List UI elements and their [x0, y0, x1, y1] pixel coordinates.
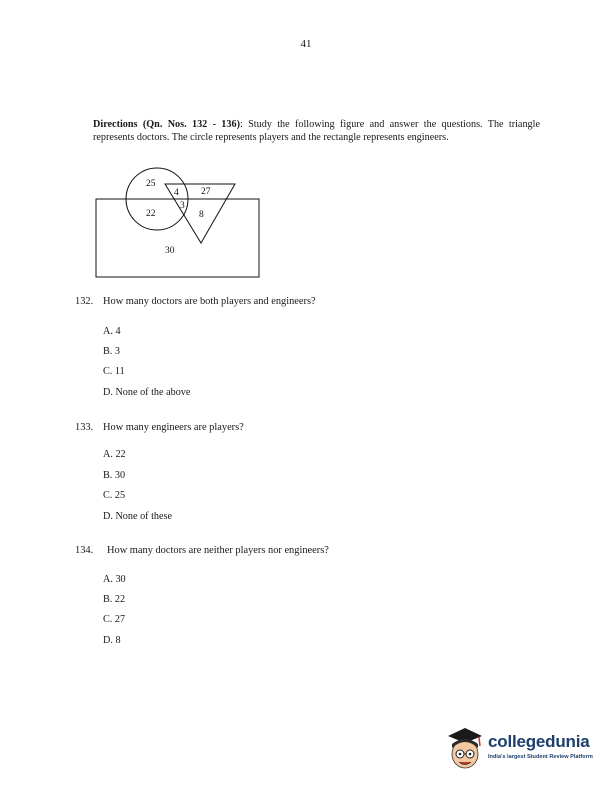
region-circle-only: 25	[146, 179, 156, 189]
region-all-three: 3	[180, 201, 185, 211]
directions-label: Directions (Qn. Nos. 132 - 136)	[93, 119, 240, 130]
region-circle-triangle: 4	[174, 188, 179, 198]
logo-tagline: India's largest Student Review Platform	[488, 754, 593, 760]
mascot-icon	[444, 726, 486, 772]
option-item: C. 25	[103, 490, 126, 501]
question-text: How many doctors are neither players nor engineers?	[107, 545, 329, 556]
question-number: 133.	[75, 422, 94, 433]
option-item: B. 30	[103, 470, 126, 481]
option-item: C. 11	[103, 366, 125, 377]
directions-text: : Study the following figure and answer the questions. The triangle represents doctors. The circle represents players and the rectangle represents engineers.	[93, 119, 540, 144]
question-text: How many engineers are players?	[103, 422, 244, 433]
option-item: B. 22	[103, 594, 126, 605]
question-134	[75, 545, 329, 556]
question-132	[75, 296, 316, 307]
region-circle-rectangle: 22	[146, 209, 156, 219]
question-number: 132.	[75, 296, 94, 307]
option-item: B. 3	[103, 346, 120, 357]
question-text: How many doctors are both players and engineers?	[103, 296, 316, 307]
collegedunia-logo	[444, 726, 604, 774]
region-rectangle-only: 30	[165, 246, 175, 256]
venn-diagram	[94, 166, 264, 280]
region-triangle-only: 27	[201, 187, 211, 197]
option-item: D. None of these	[103, 511, 173, 522]
region-triangle-rectangle: 8	[199, 210, 204, 220]
option-item: D. None of the above	[103, 387, 191, 398]
page-number: 41	[300, 38, 312, 50]
venn-figure	[94, 166, 264, 280]
logo-wordmark: collegedunia	[488, 732, 590, 751]
option-item: A. 30	[103, 574, 126, 585]
question-number: 134.	[75, 545, 94, 556]
engineers-rectangle	[96, 199, 259, 277]
option-item: C. 27	[103, 614, 126, 625]
question-133	[75, 422, 244, 433]
option-item: A. 22	[103, 449, 126, 460]
option-item: A. 4	[103, 326, 121, 337]
option-item: D. 8	[103, 635, 121, 646]
directions-paragraph	[93, 118, 540, 145]
